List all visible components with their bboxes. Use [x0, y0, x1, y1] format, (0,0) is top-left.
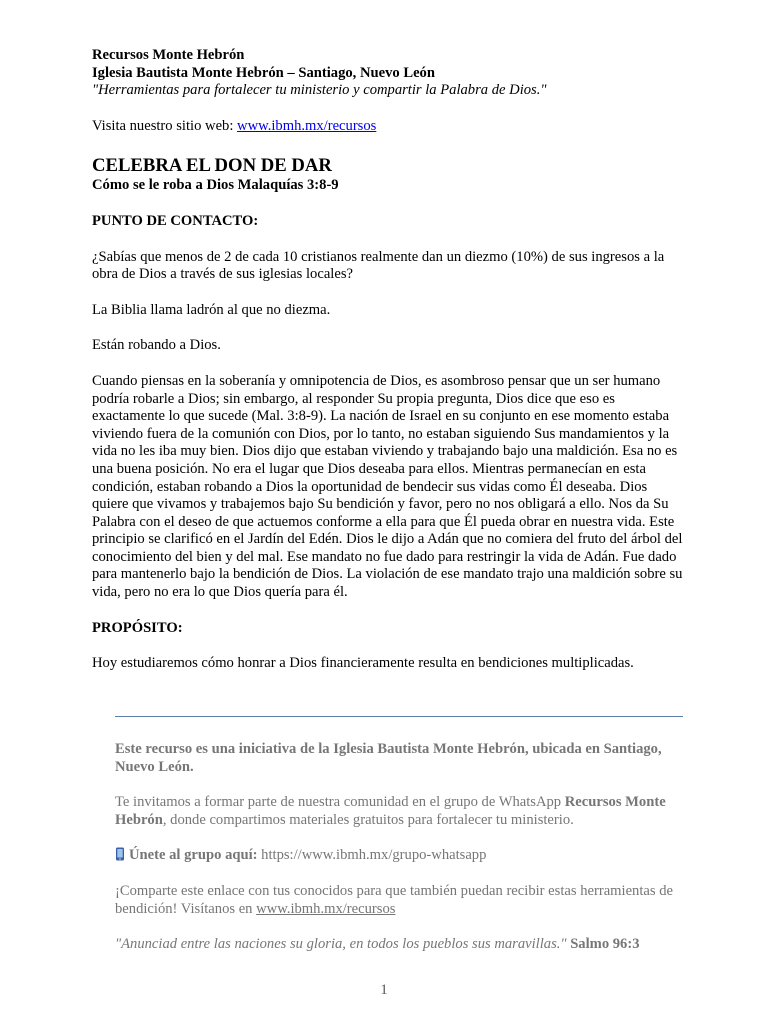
section-heading-proposito: PROPÓSITO: [92, 619, 183, 636]
join-label: Únete al grupo aquí: [129, 847, 258, 864]
paragraph-main: Cuando piensas en la soberanía y omnipotencia de Dios, es asombroso pensar que un ser humano podría robarle a Dios; sin embargo, al responder Su propia pregunta, Dios dice que eso es exactamente lo que sucede (Mal. 3:8-9). La nación de Israel en su conjunto en ese momento estaba viviendo fuera de la comunión con Dios, por lo tanto, no estaban siguiendo Sus mandamientos y la vida no les iba muy bien. Dios dijo que estaban viviendo y trabajando bajo una maldición. Esa no es una buena posición. No era el lugar que Dios deseaba para ellos. Mientras permanecían en esta condición, estaban robando a Dios la oportunidad de bendecir sus vidas como Él deseaba. Dios quiere que vivamos y trabajemos bajo Su bendición y favor, pero no nos obligará a ello. Nos da Su Palabra con el deseo de que actuemos conforme a ella para que Él pueda obrar en nuestra vida. Este principio se clarificó en el Jardín del Edén. Dios le dijo a Adán que no comiera del fruto del árbol del conocimiento del bien y del mal. Ese mandato no fue dado para restringir la vida de Adán. Fue dado para mantenerlo bajo la bendición de Dios. La violación de ese mandato trajo una maldición sobre su vida, pero no era lo que Dios quería para él. [92, 372, 683, 601]
visit-label: Visita nuestro sitio web: [92, 117, 238, 134]
page-title: CELEBRA EL DON DE DAR [92, 155, 332, 177]
page-number: 1 [380, 982, 388, 998]
whatsapp-url[interactable]: https://www.ibmh.mx/grupo-whatsapp [257, 847, 487, 864]
paragraph-statistic: ¿Sabías que menos de 2 de cada 10 cristianos realmente dan un diezmo (10%) de sus ingresos a la obra de Dios a través de sus iglesias locales? [92, 248, 665, 283]
footer-website-link[interactable]: www.ibmh.mx/recursos [256, 900, 396, 917]
verse-text: "Anunciad entre las naciones su gloria, en todos los pueblos sus maravillas." [115, 936, 567, 953]
mobile-phone-icon [115, 847, 125, 861]
header-church-name: Iglesia Bautista Monte Hebrón – Santiago, Nuevo León [92, 64, 435, 81]
paragraph-proposito: Hoy estudiaremos cómo honrar a Dios financieramente resulta en bendiciones multiplicadas. [92, 655, 634, 672]
paragraph-robando: Están robando a Dios. [92, 337, 221, 354]
section-heading-contacto: PUNTO DE CONTACTO: [92, 212, 259, 229]
group-name: Recursos Monte Hebrón [115, 794, 666, 828]
visit-line [92, 118, 684, 136]
footer-join [115, 847, 683, 865]
document-body [92, 47, 684, 673]
paragraph-ladron: La Biblia llama ladrón al que no diezma. [92, 301, 331, 318]
share-text: ¡Comparte este enlace con tus conocidos para que también puedan recibir estas herramientas de bendición! Visítanos en [115, 882, 673, 917]
verse-reference: Salmo 96:3 [566, 936, 640, 953]
invite-text: Te invitamos a formar parte de nuestra comunidad en el grupo de WhatsApp [115, 794, 565, 811]
footer-info-box [115, 716, 683, 954]
footer-verse [115, 936, 683, 954]
footer-invite [115, 794, 683, 829]
page-subtitle: Cómo se le roba a Dios Malaquías 3:8-9 [92, 177, 339, 194]
invite-text-end: , donde compartimos materiales gratuitos para fortalecer tu ministerio. [162, 811, 574, 828]
footer-share [115, 883, 683, 918]
header-org-name: Recursos Monte Hebrón [92, 47, 245, 63]
website-link[interactable]: www.ibmh.mx/recursos [237, 117, 377, 134]
header-tagline: "Herramientas para fortalecer tu ministerio y compartir la Palabra de Dios." [92, 82, 547, 99]
footer-intro: Este recurso es una iniciativa de la Iglesia Bautista Monte Hebrón, ubicada en Santiago, Nuevo León. [115, 741, 662, 775]
